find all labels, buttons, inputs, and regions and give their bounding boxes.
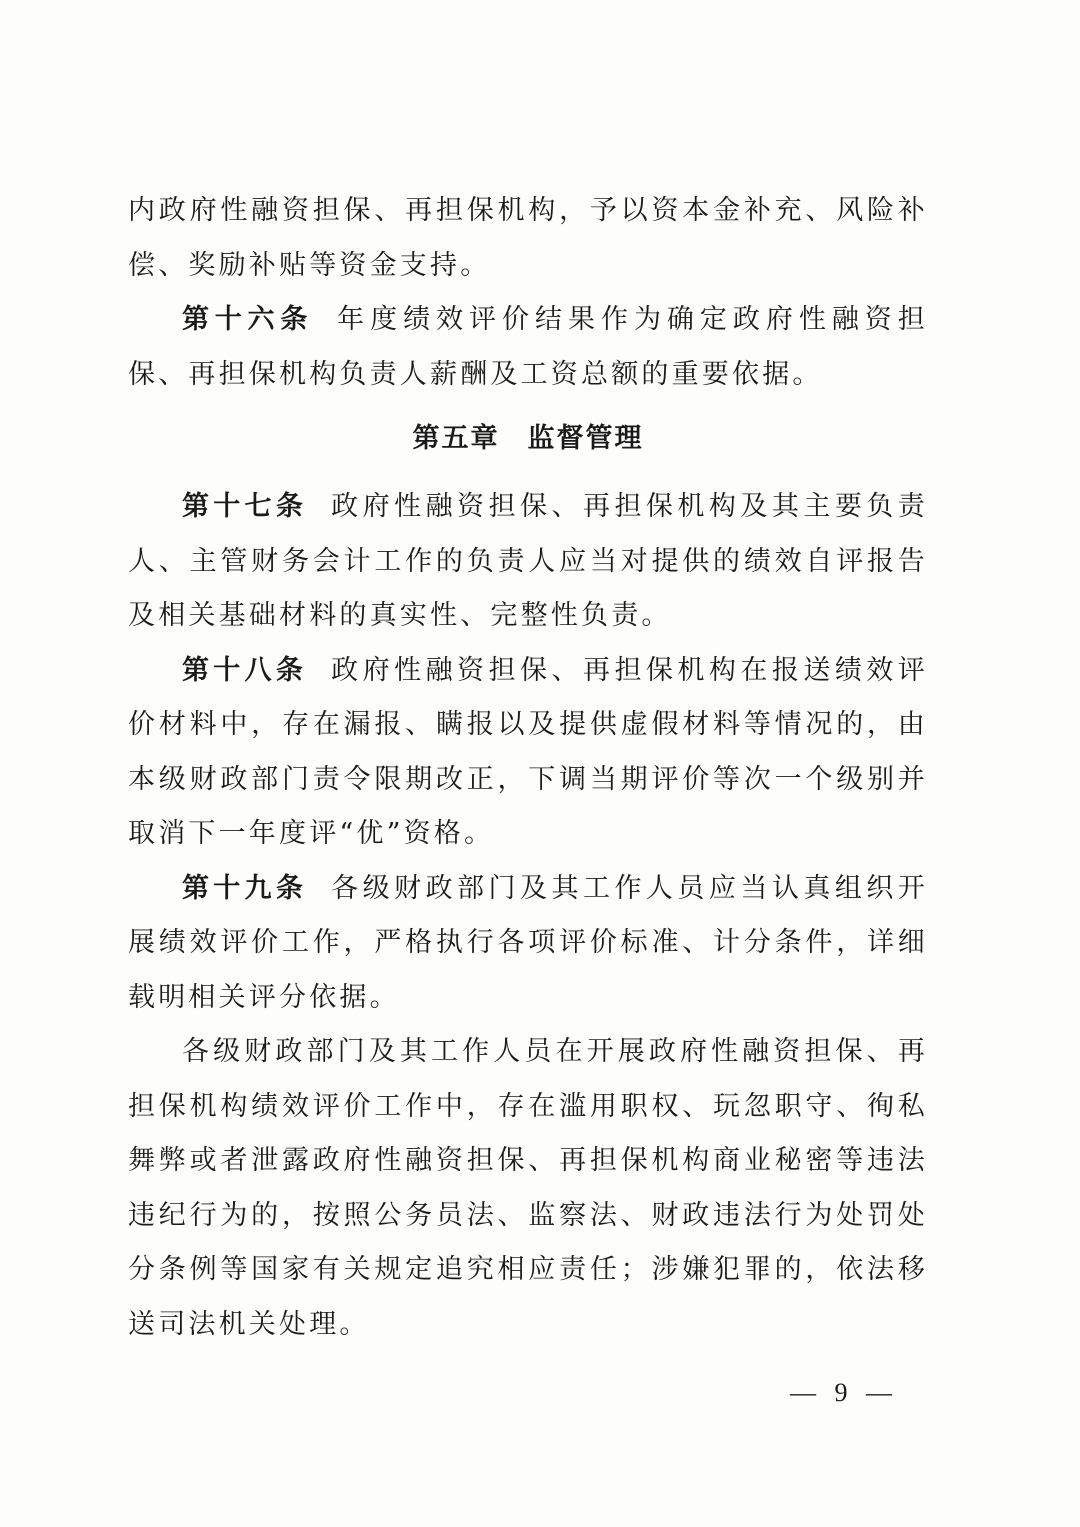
chapter-title: 监督管理 [527, 423, 644, 454]
article-number: 第十七条 [182, 491, 308, 522]
page-number: — 9 — [790, 1378, 898, 1407]
document-body [128, 184, 928, 1352]
article-number: 第十九条 [182, 872, 308, 904]
article-number: 第十六条 [182, 304, 314, 335]
article-text: 政府性融资担保、再担保机构在报送绩效评价材料中，存在漏报、瞒报以及提供虚假材料等情况的，由本级财政部门责令限期改正，下调当期评价等次一个级别并取消下一年度评“优”资格。 [128, 654, 928, 849]
chapter-number: 第五章 [412, 423, 500, 454]
paragraph-text: 内政府性融资担保、再担保机构，予以资本金补充、风险补偿、奖励补贴等资金支持。 [128, 195, 928, 281]
article-17 [128, 480, 928, 644]
article-text: 政府性融资担保、再担保机构及其主要负责人、主管财务会计工作的负责人应当对提供的绩效自评报告及相关基础材料的真实性、完整性负责。 [128, 491, 928, 631]
article-18 [128, 644, 928, 862]
article-text: 年度绩效评价结果作为确定政府性融资担保、再担保机构负责人薪酬及工资总额的重要依据。 [128, 304, 928, 390]
article-number: 第十八条 [182, 654, 308, 686]
paragraph-continued [128, 184, 928, 293]
paragraph-text: 各级财政部门及其工作人员在开展政府性融资担保、再担保机构绩效评价工作中，存在滥用职权、玩忽职守、徇私舞弊或者泄露政府性融资担保、再担保机构商业秘密等违法违纪行为的，按照公务员法、监察法、财政违法行为处罚处分条例等国家有关规定追究相应责任；涉嫌犯罪的，依法移送司法机关处理。 [128, 1036, 928, 1340]
article-text: 各级财政部门及其工作人员应当认真组织开展绩效评价工作，严格执行各项评价标准、计分条件，详细载明相关评分依据。 [128, 872, 928, 1013]
article-16 [128, 293, 928, 402]
chapter-heading [128, 410, 928, 468]
paragraph [128, 1025, 928, 1352]
article-19 [128, 862, 928, 1026]
